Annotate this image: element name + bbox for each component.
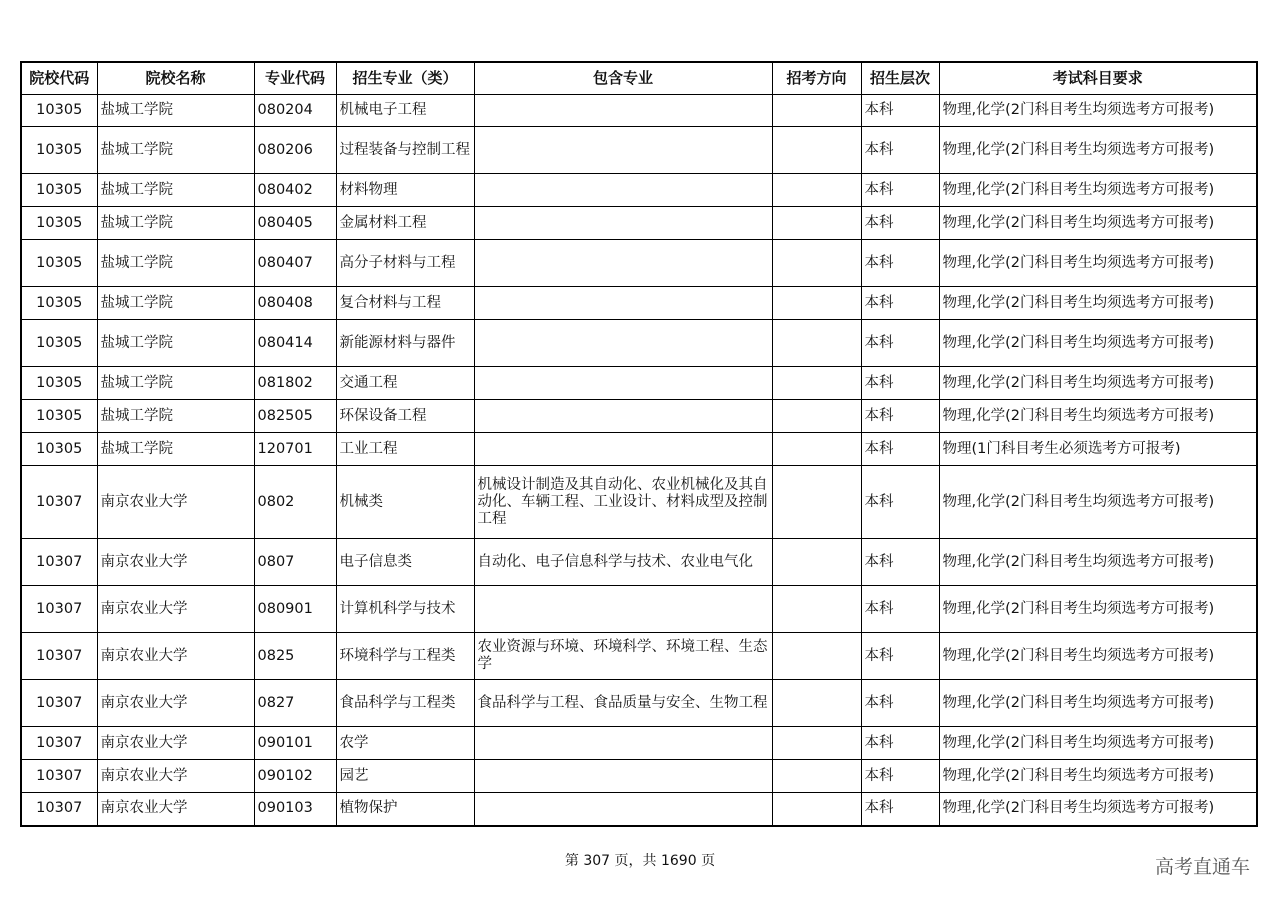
school-name-cell: 盐城工学院 (97, 95, 254, 127)
level-cell: 本科 (861, 680, 939, 727)
school-name-cell: 南京农业大学 (97, 727, 254, 760)
requirements-cell: 物理,化学(2门科目考生均须选考方可报考) (939, 586, 1257, 633)
level-cell: 本科 (861, 174, 939, 207)
major-cell: 环境科学与工程类 (336, 633, 474, 680)
major-cell: 复合材料与工程 (336, 287, 474, 320)
table-row (21, 400, 1257, 433)
header-school-name: 院校名称 (97, 62, 254, 95)
table-row (21, 207, 1257, 240)
major-code-cell: 080407 (254, 240, 336, 287)
direction-cell (772, 287, 861, 320)
direction-cell (772, 127, 861, 174)
includes-cell (474, 727, 772, 760)
major-code-cell: 080204 (254, 95, 336, 127)
table-row (21, 287, 1257, 320)
includes-cell: 机械设计制造及其自动化、农业机械化及其自动化、车辆工程、工业设计、材料成型及控制工程 (474, 466, 772, 539)
direction-cell (772, 727, 861, 760)
school-name-cell: 南京农业大学 (97, 586, 254, 633)
table-row (21, 539, 1257, 586)
includes-cell: 食品科学与工程、食品质量与安全、生物工程 (474, 680, 772, 727)
major-cell: 新能源材料与器件 (336, 320, 474, 367)
school-code-cell: 10305 (21, 320, 97, 367)
table-row (21, 633, 1257, 680)
major-code-cell: 0827 (254, 680, 336, 727)
major-cell: 计算机科学与技术 (336, 586, 474, 633)
requirements-cell: 物理,化学(2门科目考生均须选考方可报考) (939, 633, 1257, 680)
major-cell: 园艺 (336, 760, 474, 793)
school-name-cell: 盐城工学院 (97, 367, 254, 400)
major-cell: 电子信息类 (336, 539, 474, 586)
direction-cell (772, 680, 861, 727)
requirements-cell: 物理,化学(2门科目考生均须选考方可报考) (939, 539, 1257, 586)
table-body (21, 95, 1257, 826)
level-cell: 本科 (861, 760, 939, 793)
requirements-cell: 物理,化学(2门科目考生均须选考方可报考) (939, 174, 1257, 207)
major-code-cell: 080405 (254, 207, 336, 240)
includes-cell (474, 367, 772, 400)
major-code-cell: 090101 (254, 727, 336, 760)
header-row (21, 62, 1257, 95)
table-row (21, 680, 1257, 727)
level-cell: 本科 (861, 539, 939, 586)
major-code-cell: 080402 (254, 174, 336, 207)
direction-cell (772, 633, 861, 680)
header-major: 招生专业（类） (336, 62, 474, 95)
requirements-cell: 物理,化学(2门科目考生均须选考方可报考) (939, 207, 1257, 240)
level-cell: 本科 (861, 240, 939, 287)
major-cell: 环保设备工程 (336, 400, 474, 433)
school-code-cell: 10305 (21, 240, 97, 287)
school-name-cell: 盐城工学院 (97, 433, 254, 466)
level-cell: 本科 (861, 727, 939, 760)
direction-cell (772, 793, 861, 826)
direction-cell (772, 95, 861, 127)
direction-cell (772, 466, 861, 539)
requirements-cell: 物理,化学(2门科目考生均须选考方可报考) (939, 320, 1257, 367)
table-row (21, 174, 1257, 207)
school-name-cell: 盐城工学院 (97, 207, 254, 240)
direction-cell (772, 174, 861, 207)
header-direction: 招考方向 (772, 62, 861, 95)
direction-cell (772, 367, 861, 400)
level-cell: 本科 (861, 793, 939, 826)
school-code-cell: 10305 (21, 367, 97, 400)
requirements-cell: 物理,化学(2门科目考生均须选考方可报考) (939, 287, 1257, 320)
table-row (21, 240, 1257, 287)
table-row (21, 320, 1257, 367)
major-cell: 材料物理 (336, 174, 474, 207)
school-code-cell: 10307 (21, 727, 97, 760)
requirements-cell: 物理,化学(2门科目考生均须选考方可报考) (939, 367, 1257, 400)
school-code-cell: 10307 (21, 466, 97, 539)
major-code-cell: 080206 (254, 127, 336, 174)
includes-cell (474, 586, 772, 633)
school-code-cell: 10307 (21, 680, 97, 727)
major-cell: 金属材料工程 (336, 207, 474, 240)
table-row (21, 586, 1257, 633)
page-footer: 第 307 页，共 1690 页 (564, 853, 716, 869)
school-name-cell: 南京农业大学 (97, 466, 254, 539)
header-level: 招生层次 (861, 62, 939, 95)
table-row (21, 95, 1257, 127)
major-code-cell: 120701 (254, 433, 336, 466)
school-name-cell: 盐城工学院 (97, 174, 254, 207)
level-cell: 本科 (861, 320, 939, 367)
school-name-cell: 南京农业大学 (97, 680, 254, 727)
header-includes: 包含专业 (474, 62, 772, 95)
direction-cell (772, 539, 861, 586)
major-code-cell: 080414 (254, 320, 336, 367)
level-cell: 本科 (861, 400, 939, 433)
major-cell: 食品科学与工程类 (336, 680, 474, 727)
school-code-cell: 10305 (21, 174, 97, 207)
direction-cell (772, 586, 861, 633)
requirements-cell: 物理,化学(2门科目考生均须选考方可报考) (939, 400, 1257, 433)
direction-cell (772, 240, 861, 287)
requirements-cell: 物理,化学(2门科目考生均须选考方可报考) (939, 95, 1257, 127)
school-code-cell: 10305 (21, 127, 97, 174)
requirements-cell: 物理,化学(2门科目考生均须选考方可报考) (939, 727, 1257, 760)
school-name-cell: 盐城工学院 (97, 127, 254, 174)
level-cell: 本科 (861, 207, 939, 240)
includes-cell (474, 240, 772, 287)
major-code-cell: 082505 (254, 400, 336, 433)
school-code-cell: 10305 (21, 433, 97, 466)
direction-cell (772, 400, 861, 433)
requirements-cell: 物理,化学(2门科目考生均须选考方可报考) (939, 760, 1257, 793)
includes-cell (474, 95, 772, 127)
requirements-cell: 物理,化学(2门科目考生均须选考方可报考) (939, 793, 1257, 826)
header-requirements: 考试科目要求 (939, 62, 1257, 95)
major-code-cell: 080408 (254, 287, 336, 320)
major-cell: 农学 (336, 727, 474, 760)
table-row (21, 793, 1257, 826)
major-code-cell: 080901 (254, 586, 336, 633)
major-cell: 交通工程 (336, 367, 474, 400)
table-row (21, 760, 1257, 793)
includes-cell (474, 174, 772, 207)
requirements-cell: 物理,化学(2门科目考生均须选考方可报考) (939, 127, 1257, 174)
admissions-table (20, 61, 1258, 827)
major-code-cell: 090102 (254, 760, 336, 793)
school-name-cell: 盐城工学院 (97, 240, 254, 287)
level-cell: 本科 (861, 367, 939, 400)
level-cell: 本科 (861, 95, 939, 127)
direction-cell (772, 433, 861, 466)
brand-watermark: 高考直通车 (1154, 856, 1250, 878)
school-code-cell: 10307 (21, 760, 97, 793)
major-code-cell: 0807 (254, 539, 336, 586)
school-code-cell: 10307 (21, 586, 97, 633)
school-code-cell: 10307 (21, 793, 97, 826)
includes-cell (474, 793, 772, 826)
major-cell: 机械类 (336, 466, 474, 539)
includes-cell (474, 760, 772, 793)
major-cell: 植物保护 (336, 793, 474, 826)
header-major-code: 专业代码 (254, 62, 336, 95)
school-name-cell: 南京农业大学 (97, 793, 254, 826)
requirements-cell: 物理,化学(2门科目考生均须选考方可报考) (939, 466, 1257, 539)
level-cell: 本科 (861, 127, 939, 174)
major-cell: 过程装备与控制工程 (336, 127, 474, 174)
table-row (21, 466, 1257, 539)
includes-cell (474, 127, 772, 174)
school-name-cell: 盐城工学院 (97, 287, 254, 320)
school-code-cell: 10307 (21, 539, 97, 586)
includes-cell: 自动化、电子信息科学与技术、农业电气化 (474, 539, 772, 586)
school-code-cell: 10305 (21, 400, 97, 433)
direction-cell (772, 207, 861, 240)
level-cell: 本科 (861, 287, 939, 320)
school-name-cell: 南京农业大学 (97, 539, 254, 586)
school-code-cell: 10307 (21, 633, 97, 680)
requirements-cell: 物理,化学(2门科目考生均须选考方可报考) (939, 240, 1257, 287)
includes-cell (474, 287, 772, 320)
level-cell: 本科 (861, 586, 939, 633)
includes-cell (474, 400, 772, 433)
level-cell: 本科 (861, 633, 939, 680)
school-name-cell: 南京农业大学 (97, 633, 254, 680)
table-row (21, 367, 1257, 400)
requirements-cell: 物理,化学(2门科目考生均须选考方可报考) (939, 680, 1257, 727)
includes-cell (474, 433, 772, 466)
direction-cell (772, 760, 861, 793)
major-code-cell: 081802 (254, 367, 336, 400)
level-cell: 本科 (861, 433, 939, 466)
major-code-cell: 0825 (254, 633, 336, 680)
school-name-cell: 盐城工学院 (97, 320, 254, 367)
includes-cell: 农业资源与环境、环境科学、环境工程、生态学 (474, 633, 772, 680)
major-cell: 机械电子工程 (336, 95, 474, 127)
school-code-cell: 10305 (21, 207, 97, 240)
major-code-cell: 0802 (254, 466, 336, 539)
direction-cell (772, 320, 861, 367)
level-cell: 本科 (861, 466, 939, 539)
header-school-code: 院校代码 (21, 62, 97, 95)
major-cell: 工业工程 (336, 433, 474, 466)
school-name-cell: 盐城工学院 (97, 400, 254, 433)
includes-cell (474, 320, 772, 367)
table-row (21, 727, 1257, 760)
school-code-cell: 10305 (21, 95, 97, 127)
table-row (21, 433, 1257, 466)
includes-cell (474, 207, 772, 240)
school-code-cell: 10305 (21, 287, 97, 320)
requirements-cell: 物理(1门科目考生必须选考方可报考) (939, 433, 1257, 466)
school-name-cell: 南京农业大学 (97, 760, 254, 793)
major-code-cell: 090103 (254, 793, 336, 826)
table-row (21, 127, 1257, 174)
major-cell: 高分子材料与工程 (336, 240, 474, 287)
